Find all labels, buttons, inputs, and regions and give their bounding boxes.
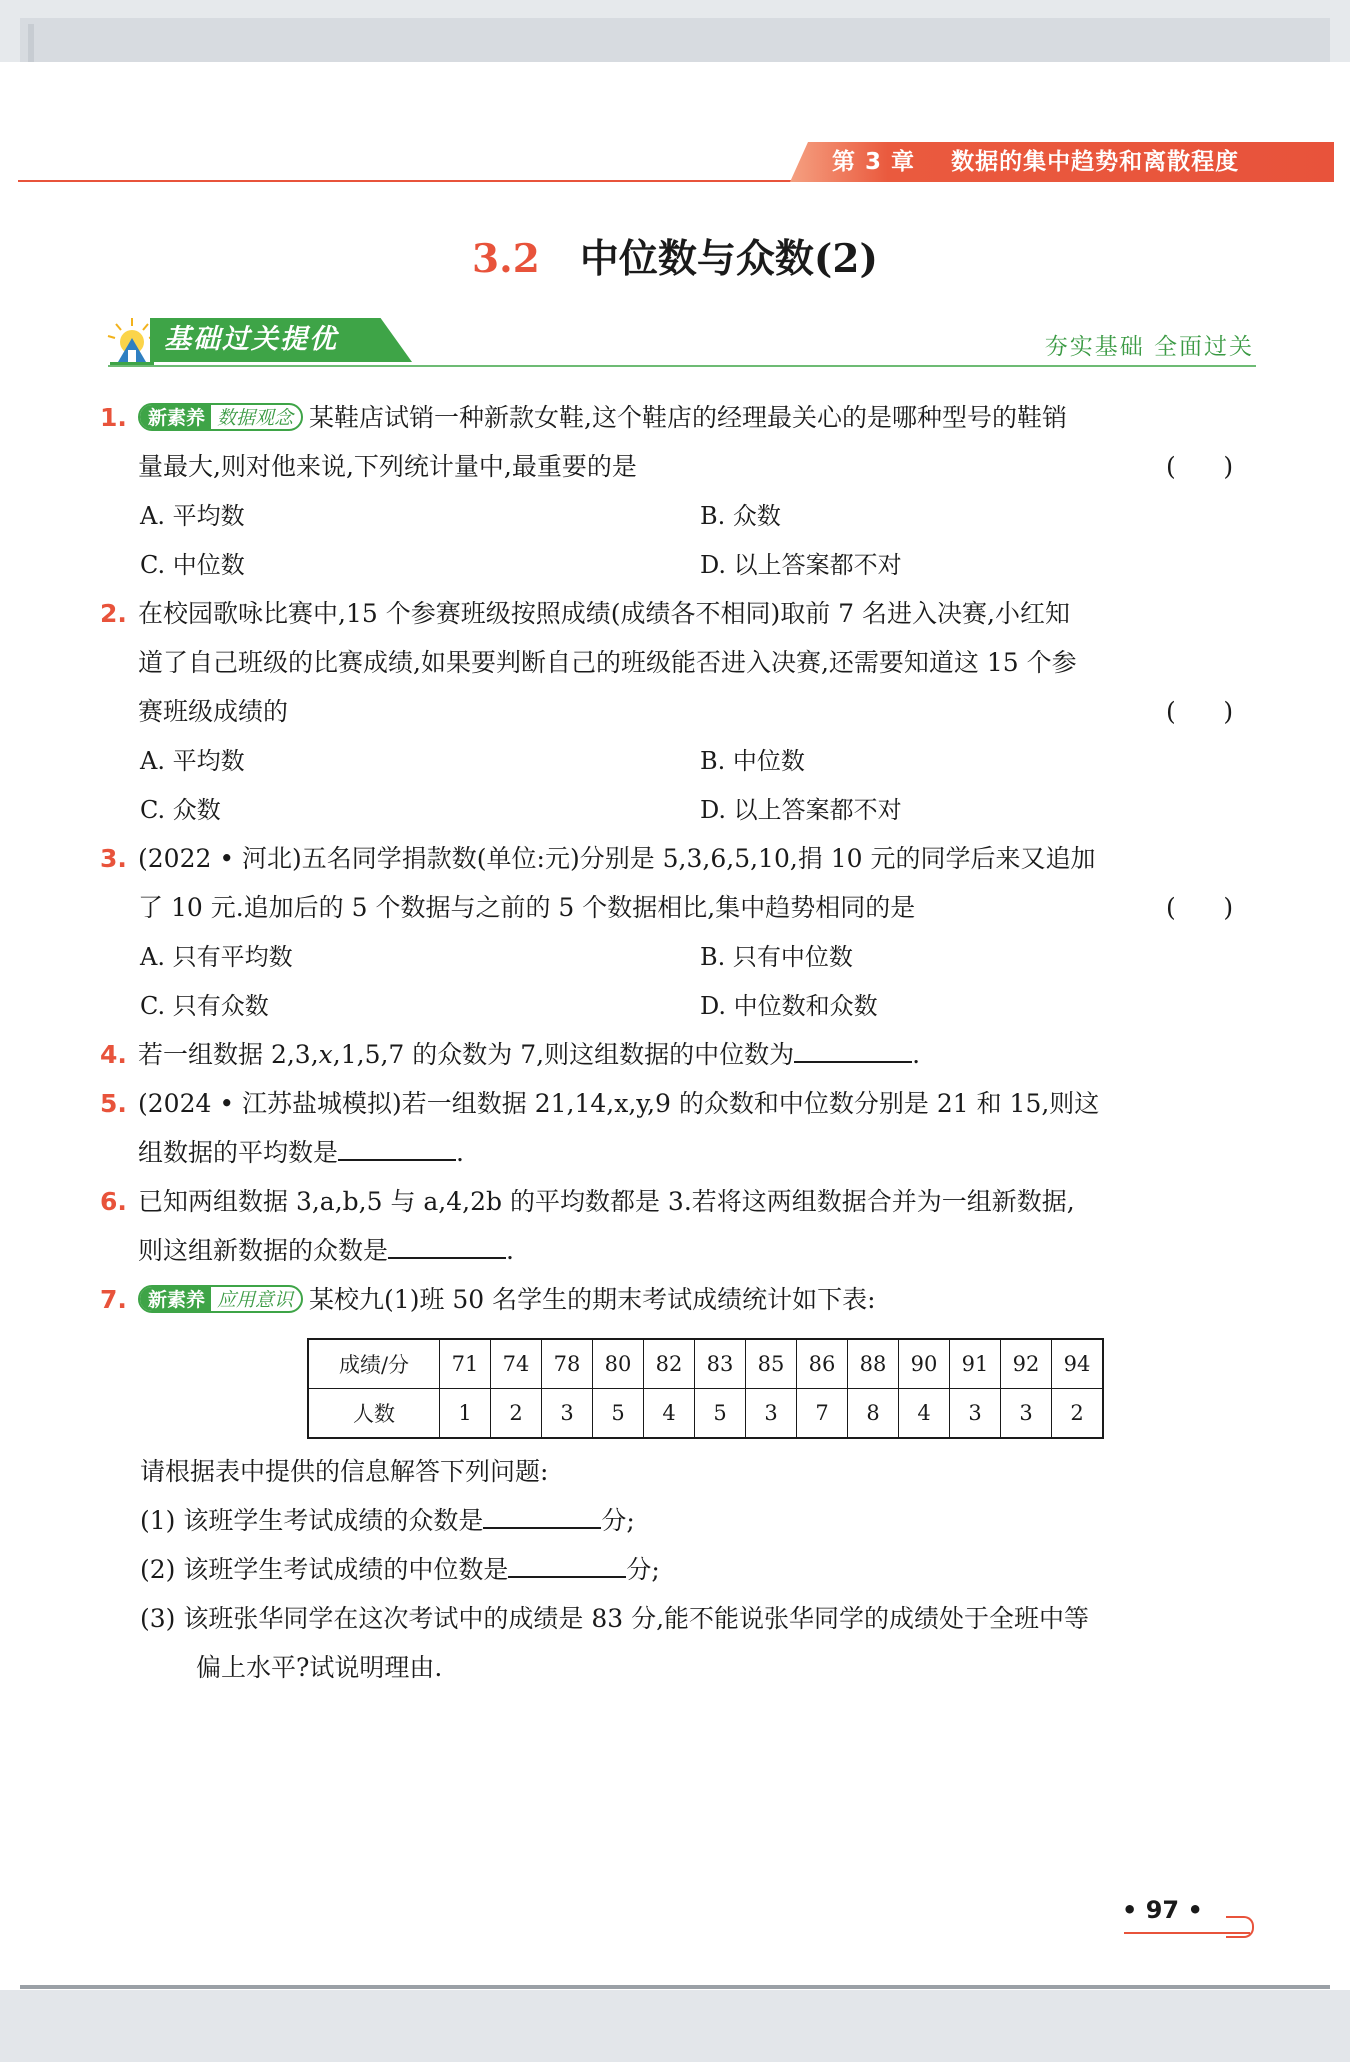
table-cell: 3: [542, 1389, 593, 1439]
answer-blank[interactable]: [794, 1037, 912, 1063]
question-7-sub-3-line-1: (3) 该班张华同学在这次考试中的成绩是 83 分,能不能说张华同学的成绩处于全班中等: [140, 1604, 1090, 1633]
table-cell: 8: [848, 1389, 899, 1439]
table-cell: 92: [1001, 1339, 1052, 1389]
table-row-header: 人数: [308, 1389, 440, 1439]
option-a: A. 平均数: [140, 502, 245, 530]
table-cell: 4: [644, 1389, 695, 1439]
answer-bracket: ( ): [1166, 893, 1234, 922]
table-cell: 78: [542, 1339, 593, 1389]
table-cell: 94: [1052, 1339, 1104, 1389]
scan-bottom-line: [20, 1985, 1330, 1989]
question-7-sub-3-line-2: 偏上水平?试说明理由.: [196, 1653, 443, 1682]
score-table: [307, 1338, 1104, 1439]
question-2-line-3: 赛班级成绩的: [138, 697, 289, 726]
answer-blank[interactable]: [483, 1503, 601, 1529]
table-cell: 88: [848, 1339, 899, 1389]
table-row: [308, 1339, 1103, 1389]
option-c: C. 只有众数: [140, 992, 269, 1020]
table-cell: 7: [797, 1389, 848, 1439]
section-band-label: 基础过关提优: [164, 324, 338, 355]
question-4-number: 4.: [100, 1040, 127, 1069]
table-cell: 85: [746, 1339, 797, 1389]
literacy-badge: 新素养 应用意识: [138, 1285, 303, 1313]
section-name: 中位数与众数(2): [579, 236, 878, 282]
table-cell: 2: [491, 1389, 542, 1439]
table-row-header: 成绩/分: [308, 1339, 440, 1389]
question-5-line-2: 组数据的平均数是 .: [138, 1133, 464, 1173]
option-a: A. 平均数: [140, 747, 245, 775]
table-cell: 5: [695, 1389, 746, 1439]
option-a: A. 只有平均数: [140, 943, 293, 971]
question-6-number: 6.: [100, 1187, 127, 1216]
question-4-line: 若一组数据 2,3,x,1,5,7 的众数为 7,则这组数据的中位数为 .: [138, 1035, 920, 1075]
table-cell: 86: [797, 1339, 848, 1389]
chapter-header: [832, 146, 1239, 178]
scan-bottom-edge: [0, 1990, 1350, 2062]
answer-bracket: ( ): [1166, 452, 1234, 481]
table-row: [308, 1389, 1103, 1439]
option-d: D. 以上答案都不对: [700, 796, 902, 824]
question-5-line-1: (2024 • 江苏盐城模拟)若一组数据 21,14,x,y,9 的众数和中位数分别是 21 和 15,则这: [138, 1089, 1100, 1118]
option-b: B. 只有中位数: [700, 943, 853, 971]
answer-blank[interactable]: [508, 1552, 626, 1578]
question-2-line-2: 道了自己班级的比赛成绩,如果要判断自己的班级能否进入决赛,还需要知道这 15 个参: [138, 648, 1077, 677]
question-1-line-2: 量最大,则对他来说,下列统计量中,最重要的是: [138, 452, 637, 481]
scan-binding-edge: [28, 24, 34, 62]
section-number: 3.2: [472, 236, 540, 282]
chapter-label: 第 3 章: [832, 149, 916, 175]
chapter-title: 数据的集中趋势和离散程度: [951, 149, 1240, 175]
table-cell: 1: [440, 1389, 491, 1439]
question-1-line-1: 新素养 数据观念 某鞋店试销一种新款女鞋,这个鞋店的经理最关心的是哪种型号的鞋销: [138, 398, 1067, 438]
table-cell: 80: [593, 1339, 644, 1389]
table-cell: 91: [950, 1339, 1001, 1389]
answer-bracket: ( ): [1166, 697, 1234, 726]
option-c: C. 众数: [140, 796, 221, 824]
table-cell: 82: [644, 1339, 695, 1389]
question-7-sub-2: (2) 该班学生考试成绩的中位数是 分;: [140, 1550, 660, 1590]
table-cell: 3: [1001, 1389, 1052, 1439]
table-cell: 71: [440, 1339, 491, 1389]
question-6-line-2: 则这组新数据的众数是 .: [138, 1231, 514, 1271]
table-cell: 4: [899, 1389, 950, 1439]
option-b: B. 中位数: [700, 747, 805, 775]
question-7-sub-1: (1) 该班学生考试成绩的众数是 分;: [140, 1501, 635, 1541]
question-3-number: 3.: [100, 844, 127, 873]
question-2-line-1: 在校园歌咏比赛中,15 个参赛班级按照成绩(成绩各不相同)取前 7 名进入决赛,小红知: [138, 599, 1070, 628]
question-7-line-1: 新素养 应用意识 某校九(1)班 50 名学生的期末考试成绩统计如下表:: [138, 1280, 876, 1320]
section-title: [0, 228, 1350, 284]
option-d: D. 中位数和众数: [700, 992, 878, 1020]
question-1-number: 1.: [100, 403, 127, 432]
section-slogan: 夯实基础 全面过关: [1044, 334, 1254, 360]
table-cell: 83: [695, 1339, 746, 1389]
table-cell: 2: [1052, 1389, 1104, 1439]
table-cell: 3: [950, 1389, 1001, 1439]
question-7-number: 7.: [100, 1285, 127, 1314]
table-cell: 74: [491, 1339, 542, 1389]
section-band-rule: [108, 365, 1256, 367]
question-5-number: 5.: [100, 1089, 127, 1118]
answer-blank[interactable]: [338, 1135, 456, 1161]
question-3-line-2: 了 10 元.追加后的 5 个数据与之前的 5 个数据相比,集中趋势相同的是: [138, 893, 916, 922]
option-b: B. 众数: [700, 502, 781, 530]
question-6-line-1: 已知两组数据 3,a,b,5 与 a,4,2b 的平均数都是 3.若将这两组数据合并为一组新数据,: [138, 1187, 1075, 1216]
table-cell: 5: [593, 1389, 644, 1439]
scan-top-shadow: [20, 18, 1330, 62]
table-cell: 3: [746, 1389, 797, 1439]
answer-blank[interactable]: [388, 1233, 506, 1259]
option-c: C. 中位数: [140, 551, 245, 579]
page-number-curl: [1226, 1916, 1254, 1938]
table-cell: 90: [899, 1339, 950, 1389]
question-2-number: 2.: [100, 599, 127, 628]
option-d: D. 以上答案都不对: [700, 551, 902, 579]
question-7-prompt: 请根据表中提供的信息解答下列问题:: [140, 1457, 549, 1486]
question-3-line-1: (2022 • 河北)五名同学捐款数(单位:元)分别是 5,3,6,5,10,捐 10 元的同学后来又追加: [138, 844, 1096, 873]
literacy-badge: 新素养 数据观念: [138, 403, 303, 431]
page-number: • 97 •: [1122, 1896, 1203, 1924]
